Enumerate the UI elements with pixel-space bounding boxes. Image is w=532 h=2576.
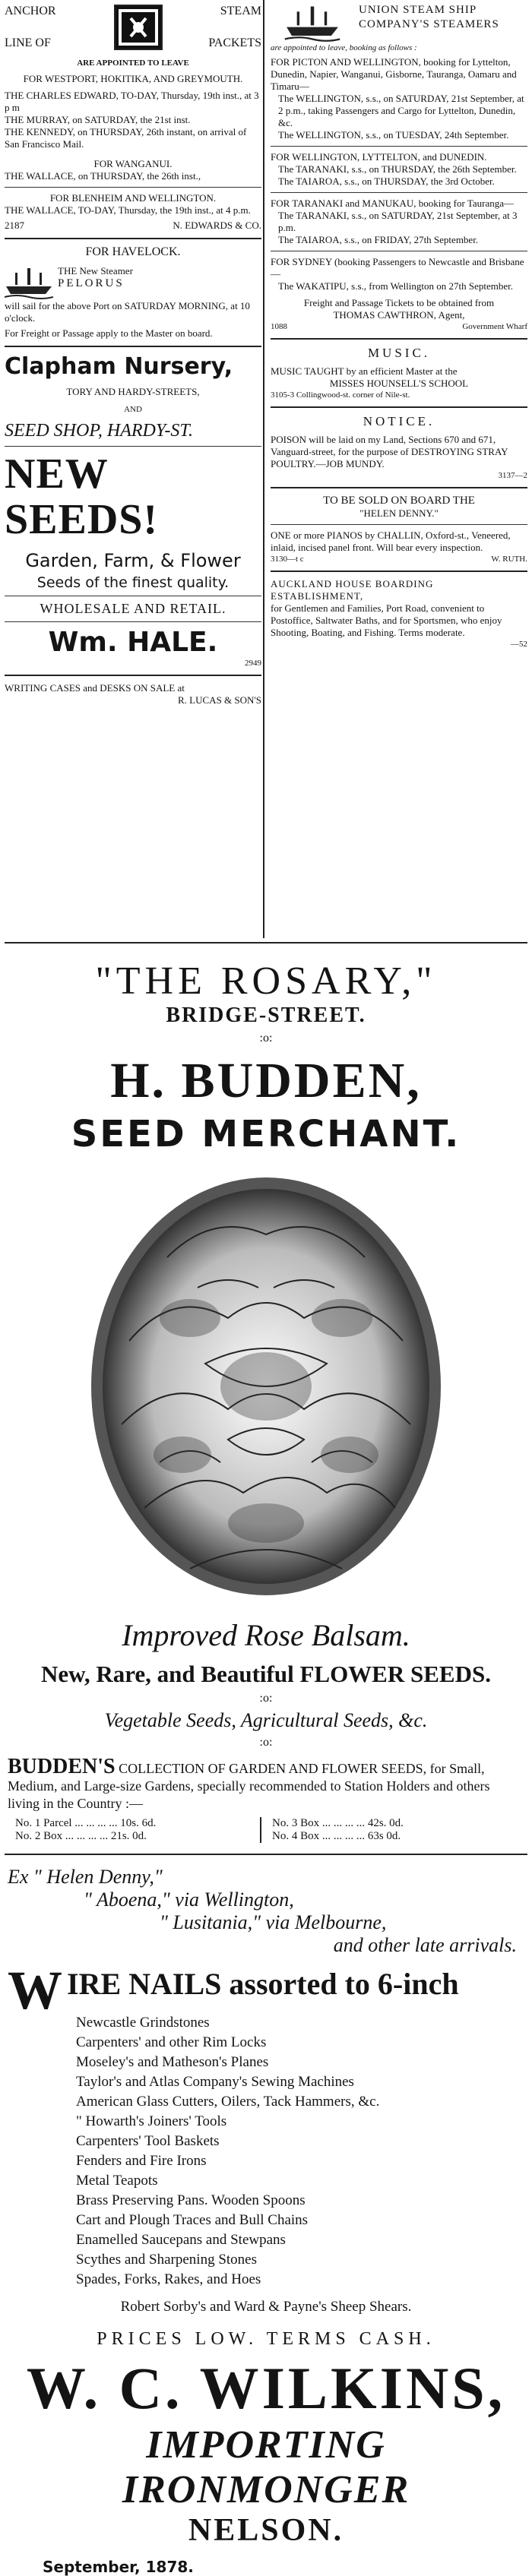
- music-address: 3105-3 Collingwood-st. corner of Nile-st.: [271, 390, 410, 400]
- anchor-destination-2: FOR WANGANUI.: [93, 158, 173, 169]
- steamer-icon: [271, 3, 354, 43]
- anchor-line-ad: [5, 5, 261, 232]
- sale-number: 3130—t c: [271, 555, 304, 564]
- anchor-sailing-3: THE KENNEDY, on THURSDAY, 26th instant, on arrival of San Francisco Mail.: [5, 126, 247, 150]
- list-item: Enamelled Saucepans and Stewpans: [76, 2232, 286, 2248]
- collection-description: COLLECTION OF GARDEN AND FLOWER SEEDS, for Small, Medium, and Large-size Gardens, specially recommended to Station Holders and others living in the Country :—: [8, 1761, 490, 1811]
- union-route-1-b: The WELLINGTON, s.s., on TUESDAY, 24th September.: [278, 129, 509, 141]
- anchor-heading: ANCHOR: [5, 5, 56, 17]
- union-freight: Freight and Passage Tickets to be obtained from: [303, 297, 495, 308]
- dateline: September, 1878.: [43, 2558, 194, 2576]
- budden-name: H. BUDDEN,: [110, 1053, 422, 1108]
- wire-text: IRE NAILS assorted to 6-inch: [67, 1967, 459, 2001]
- price-item: No. 3 Box ... ... ... ... 42s. 0d.: [272, 1817, 404, 1829]
- lower-section: [0, 942, 532, 2576]
- sale-ship-name: "HELEN DENNY.": [359, 507, 439, 519]
- notice-number: 3137—2: [498, 471, 527, 480]
- list-item: Metal Teapots: [76, 2173, 158, 2189]
- wilkins-name: W. C. WILKINS,: [26, 2355, 506, 2421]
- clapham-garden: Garden, Farm, & Flower: [25, 550, 241, 571]
- list-item: American Glass Cutters, Oilers, Tack Hammers, &c.: [76, 2094, 380, 2110]
- column-rule: [263, 0, 264, 938]
- price-item: No. 2 Box ... ... ... ... 21s. 0d.: [15, 1830, 147, 1842]
- auckland-number: —52: [511, 640, 527, 649]
- notice-text: POISON will be laid on my Land, Sections 670 and 671, Vanguard-street, for the purpose of DESTROYING STRAY POULTRY.—JOB MUNDY.: [271, 434, 508, 469]
- anchor-agent: N. EDWARDS & CO.: [173, 220, 261, 231]
- left-column: [5, 0, 261, 706]
- wire-nails-heading: [0, 1960, 532, 2021]
- union-heading: UNION STEAM SHIP COMPANY'S STEAMERS: [359, 4, 499, 30]
- sale-ad: [271, 495, 527, 564]
- ironmonger-heading: IMPORTING IRONMONGER: [122, 2423, 410, 2511]
- union-route-2: FOR WELLINGTON, LYTTELTON, and DUNEDIN.: [271, 151, 487, 163]
- right-column: [271, 0, 527, 650]
- music-school: MISSES HOUNSELL'S SCHOOL: [329, 378, 469, 389]
- wire-dropcap: W: [8, 1960, 62, 2021]
- union-route-3: FOR TARANAKI and MANUKAU, booking for Tauranga—: [271, 198, 515, 209]
- notice-heading: NOTICE.: [363, 414, 435, 428]
- union-route-4: FOR SYDNEY (booking Passengers to Newcastle and Brisbane—: [271, 256, 524, 280]
- top-columns: [0, 0, 532, 938]
- auckland-text: for Gentlemen and Families, Port Road, convenient to Postoffice, Saltwater Baths, and for Sportsmen, who enjoy Shooting, Boating, and Fishing. Terms moderate.: [271, 602, 502, 638]
- havelock-line-4: For Freight or Passage apply to the Master on board.: [5, 327, 213, 339]
- steamer-icon: [5, 265, 53, 300]
- writing-cases-seller: R. LUCAS & SON'S: [178, 694, 261, 706]
- union-wharf: Government Wharf: [462, 322, 527, 331]
- list-item: Carpenters' Tool Baskets: [76, 2133, 220, 2149]
- rosary-street: BRIDGE-STREET.: [166, 1004, 366, 1027]
- vegetable-seeds-line: Vegetable Seeds, Agricultural Seeds, &c.: [104, 1709, 428, 1731]
- auckland-house-ad: [271, 578, 527, 650]
- anchor-sailing-5: THE WALLACE, TO-DAY, Thursday, the 19th inst., at 4 p.m.: [5, 204, 251, 216]
- packets-heading: PACKETS: [208, 36, 261, 49]
- list-item: Newcastle Grindstones: [76, 2015, 210, 2031]
- music-heading: MUSIC.: [367, 346, 431, 360]
- line-of-heading: LINE OF: [5, 36, 51, 49]
- union-route-1: FOR PICTON AND WELLINGTON, booking for Lyttelton, Dunedin, Napier, Wanganui, Gisborne, Tauranga, Oamaru and Timaru—: [271, 56, 517, 92]
- ex-other-arrivals: and other late arrivals.: [333, 1934, 517, 1956]
- list-item: Scythes and Sharpening Stones: [76, 2252, 258, 2268]
- clapham-nursery-ad: [5, 353, 261, 668]
- union-subheading: are appointed to leave, booking as follows :: [271, 43, 417, 52]
- list-item: " Howarth's Joiners' Tools: [76, 2113, 227, 2129]
- music-ad: [271, 346, 527, 400]
- sheep-shears-line: Robert Sorby's and Ward & Payne's Sheep Shears.: [120, 2299, 412, 2315]
- list-item: Brass Preserving Pans. Wooden Spoons: [76, 2192, 306, 2208]
- collection-lead: BUDDEN'S: [8, 1755, 116, 1778]
- union-route-4-a: The WAKATIPU, s.s., from Wellington on 27th September.: [278, 280, 514, 292]
- union-steamship-ad: [271, 3, 527, 332]
- collection-text: [0, 1755, 532, 1813]
- clapham-seeds: Seeds of the finest quality.: [36, 574, 230, 591]
- price-list: [0, 1817, 532, 1843]
- sale-text: ONE or more PIANOS by CHALLIN, Oxford-st., Veneered, inlaid, incised panel front. Will bear every inspection.: [271, 529, 511, 553]
- clapham-proprietor: Wm. HALE.: [48, 627, 218, 658]
- clapham-shop: SEED SHOP, HARDY-ST.: [5, 421, 193, 441]
- anchor-destination-3: FOR BLENHEIM AND WELLINGTON.: [49, 192, 217, 204]
- clapham-wholesale: WHOLESALE AND RETAIL.: [40, 601, 226, 616]
- havelock-heading: FOR HAVELOCK.: [85, 245, 181, 258]
- list-item: Spades, Forks, Rakes, and Hoes: [76, 2271, 261, 2287]
- separator: :o:: [259, 1032, 273, 1045]
- union-route-2-b: The TAIAROA, s.s., on THURSDAY, the 3rd October.: [278, 175, 495, 187]
- new-seeds-heading: NEW SEEDS!: [5, 450, 159, 543]
- separator: :o:: [259, 1736, 273, 1749]
- union-route-2-a: The TARANAKI, s.s., on THURSDAY, the 26th September.: [278, 163, 517, 175]
- goods-list: [0, 2013, 532, 2290]
- steam-heading: STEAM: [220, 5, 261, 17]
- rose-balsam-illustration: [76, 1166, 456, 1614]
- price-item: No. 1 Parcel ... ... ... ... 10s. 6d.: [15, 1817, 157, 1829]
- ex-aboena: " Aboena," via Wellington,: [84, 1889, 294, 1911]
- union-route-3-a: The TARANAKI, s.s., on SATURDAY, 21st September, at 3 p.m.: [278, 210, 518, 233]
- list-item: Taylor's and Atlas Company's Sewing Machines: [76, 2074, 354, 2090]
- list-item: Moseley's and Matheson's Planes: [76, 2054, 269, 2070]
- union-ad-number: 1088: [271, 322, 287, 331]
- anchor-appointed: ARE APPOINTED TO LEAVE: [77, 58, 189, 68]
- prices-low-line: PRICES LOW. TERMS CASH.: [97, 2329, 435, 2349]
- price-item: No. 4 Box ... ... ... ... 63s 0d.: [272, 1830, 401, 1842]
- rosary-ad: [0, 959, 532, 1843]
- havelock-vessel-name: PELORUS: [58, 277, 125, 289]
- writing-cases-ad: [5, 682, 261, 706]
- seed-merchant-heading: SEED MERCHANT.: [71, 1113, 461, 1155]
- separator: :o:: [259, 1692, 273, 1705]
- havelock-line-1: THE New Steamer: [58, 265, 133, 277]
- rose-icon: [76, 1166, 456, 1614]
- music-text: MUSIC TAUGHT by an efficient Master at the: [271, 365, 458, 377]
- writing-cases-text: WRITING CASES and DESKS ON SALE at: [5, 682, 185, 694]
- havelock-ad: [5, 245, 261, 340]
- anchor-sailing-4: THE WALLACE, on THURSDAY, the 26th inst.,: [5, 170, 201, 182]
- list-item: Carpenters' and other Rim Locks: [76, 2034, 267, 2050]
- notice-ad: [271, 414, 527, 481]
- sale-heading: TO BE SOLD ON BOARD THE: [323, 495, 475, 507]
- clapham-name: Clapham Nursery,: [5, 353, 233, 380]
- anchor-flag-icon: [114, 5, 163, 50]
- ex-helen-denny: Ex " Helen Denny,": [8, 1866, 163, 1888]
- flower-seeds-line: New, Rare, and Beautiful FLOWER SEEDS.: [41, 1661, 491, 1687]
- auckland-heading: AUCKLAND HOUSE BOARDING ESTABLISHMENT,: [271, 578, 434, 602]
- list-item: Fenders and Fire Irons: [76, 2153, 207, 2169]
- rosary-title: "THE ROSARY,": [95, 959, 437, 1003]
- anchor-sailing-1: THE CHARLES EDWARD, TO-DAY, Thursday, 19th inst., at 3 p m: [5, 90, 259, 113]
- ex-lusitania: " Lusitania," via Melbourne,: [160, 1911, 387, 1933]
- anchor-ad-number: 2187: [5, 220, 24, 231]
- sale-seller: W. RUTH.: [491, 555, 527, 564]
- clapham-streets: TORY AND HARDY-STREETS,: [66, 386, 200, 397]
- anchor-destination-1: FOR WESTPORT, HOKITIKA, AND GREYMOUTH.: [23, 73, 243, 84]
- havelock-line-3: will sail for the above Port on SATURDAY MORNING, at 10 o'clock.: [5, 300, 250, 324]
- union-route-3-b: The TAIAROA, s.s., on FRIDAY, 27th September.: [278, 234, 479, 245]
- clapham-ad-number: 2949: [245, 659, 261, 668]
- anchor-sailing-2: THE MURRAY, on SATURDAY, the 21st inst.: [5, 114, 191, 125]
- union-route-1-a: The WELLINGTON, s.s., on SATURDAY, 21st September, at 2 p.m., taking Passengers and Cargo for Lyttelton, Dunedin, &c.: [278, 93, 524, 128]
- wilkins-ad: [0, 1866, 532, 2576]
- rose-balsam-caption: Improved Rose Balsam.: [122, 1618, 410, 1652]
- list-item: Cart and Plough Traces and Bull Chains: [76, 2212, 309, 2228]
- union-agent: THOMAS CAWTHRON, Agent,: [333, 309, 465, 321]
- nelson-heading: NELSON.: [188, 2513, 344, 2548]
- clapham-and: AND: [124, 405, 142, 414]
